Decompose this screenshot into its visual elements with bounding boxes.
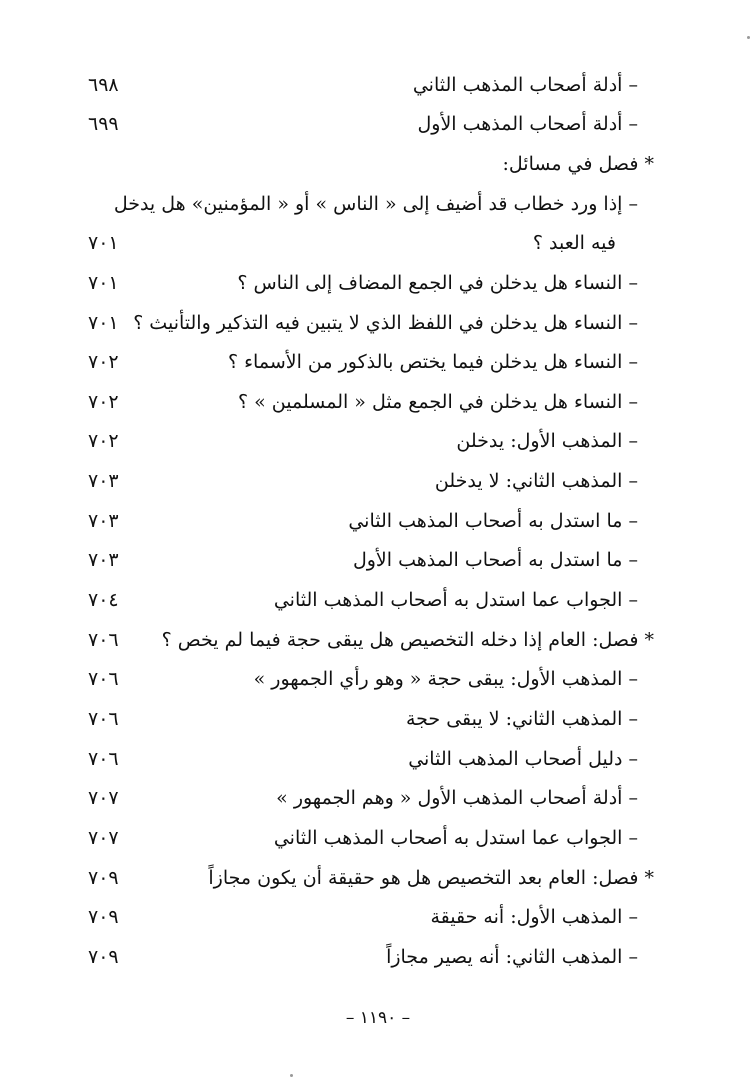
entry-title: * فصل في مسائل: <box>502 153 654 175</box>
toc-entry <box>0 302 756 344</box>
toc-entry <box>0 381 756 423</box>
toc-entry <box>0 539 756 581</box>
scan-speck <box>747 36 750 39</box>
toc-entry <box>0 420 756 462</box>
entry-page: ٧٠٤ <box>88 589 119 611</box>
entry-page: ٧٠٩ <box>88 906 119 928</box>
entry-title: – النساء هل يدخلن في الجمع المضاف إلى الناس ؟ <box>237 272 638 294</box>
toc-entry <box>0 183 756 225</box>
entry-title: فيه العبد ؟ <box>532 232 616 254</box>
entry-page: ٧٠٦ <box>88 708 119 730</box>
toc-section-heading <box>0 857 756 899</box>
entry-title: – المذهب الثاني: لا يدخلن <box>434 470 638 492</box>
entry-page: ٧٠٢ <box>88 391 119 413</box>
entry-page: ٦٩٨ <box>88 74 119 96</box>
toc-entry <box>0 896 756 938</box>
entry-page: ٧٠٣ <box>88 549 119 571</box>
entry-title: – أدلة أصحاب المذهب الأول « وهم الجمهور » <box>276 787 638 809</box>
entry-title: – أدلة أصحاب المذهب الأول <box>417 113 638 135</box>
entry-title: * فصل: العام بعد التخصيص هل هو حقيقة أن يكون مجازاً <box>208 867 654 889</box>
entry-page: ٧٠٣ <box>88 510 119 532</box>
toc-entry <box>0 579 756 621</box>
entry-title: * فصل: العام إذا دخله التخصيص هل يبقى حجة فيما لم يخص ؟ <box>161 629 654 651</box>
toc-entry <box>0 698 756 740</box>
entry-title: – ما استدل به أصحاب المذهب الثاني <box>348 510 638 532</box>
entry-page: ٧٠١ <box>88 272 119 294</box>
entry-title: – المذهب الأول: أنه حقيقة <box>430 906 638 928</box>
entry-title: – المذهب الأول: يدخلن <box>456 430 638 452</box>
entry-page: ٧٠٣ <box>88 470 119 492</box>
toc-entry <box>0 103 756 145</box>
entry-page: ٧٠٩ <box>88 867 119 889</box>
page-number-footer: – ١١٩٠ – <box>345 1008 411 1028</box>
entry-page: ٦٩٩ <box>88 113 119 135</box>
entry-title: – أدلة أصحاب المذهب الثاني <box>412 74 638 96</box>
entry-page: ٧٠١ <box>88 312 119 334</box>
entry-title: – الجواب عما استدل به أصحاب المذهب الثاني <box>273 827 638 849</box>
toc-entry <box>0 64 756 106</box>
toc-entry <box>0 936 756 978</box>
toc-entry <box>0 500 756 542</box>
entry-title: – إذا ورد خطاب قد أضيف إلى « الناس » أو « المؤمنين» هل يدخل <box>113 193 638 215</box>
toc-entry <box>0 262 756 304</box>
entry-page: ٧٠٦ <box>88 668 119 690</box>
entry-page: ٧٠٩ <box>88 946 119 968</box>
toc-entry <box>0 341 756 383</box>
toc-section-heading <box>0 143 756 185</box>
toc-entry <box>0 460 756 502</box>
entry-page: ٧٠٢ <box>88 430 119 452</box>
entry-title: – ما استدل به أصحاب المذهب الأول <box>352 549 638 571</box>
toc-entry <box>0 777 756 819</box>
entry-title: – الجواب عما استدل به أصحاب المذهب الثاني <box>273 589 638 611</box>
entry-title: – النساء هل يدخلن في اللفظ الذي لا يتبين فيه التذكير والتأنيث ؟ <box>133 312 638 334</box>
toc-entry <box>0 738 756 780</box>
entry-page: ٧٠١ <box>88 232 119 254</box>
entry-page: ٧٠٦ <box>88 748 119 770</box>
entry-title: – النساء هل يدخلن فيما يختص بالذكور من الأسماء ؟ <box>228 351 638 373</box>
entry-title: – المذهب الثاني: أنه يصير مجازاً <box>386 946 638 968</box>
entry-page: ٧٠٢ <box>88 351 119 373</box>
toc-entry-continuation <box>0 222 756 264</box>
entry-page: ٧٠٧ <box>88 787 119 809</box>
entry-title: – دليل أصحاب المذهب الثاني <box>408 748 638 770</box>
toc-section-heading <box>0 619 756 661</box>
entry-title: – النساء هل يدخلن في الجمع مثل « المسلمين » ؟ <box>238 391 638 413</box>
entry-page: ٧٠٦ <box>88 629 119 651</box>
toc-entry <box>0 658 756 700</box>
scan-speck <box>290 1074 293 1077</box>
toc-entry <box>0 817 756 859</box>
entry-title: – المذهب الأول: يبقى حجة « وهو رأي الجمهور » <box>253 668 638 690</box>
entry-title: – المذهب الثاني: لا يبقى حجة <box>405 708 638 730</box>
entry-page: ٧٠٧ <box>88 827 119 849</box>
